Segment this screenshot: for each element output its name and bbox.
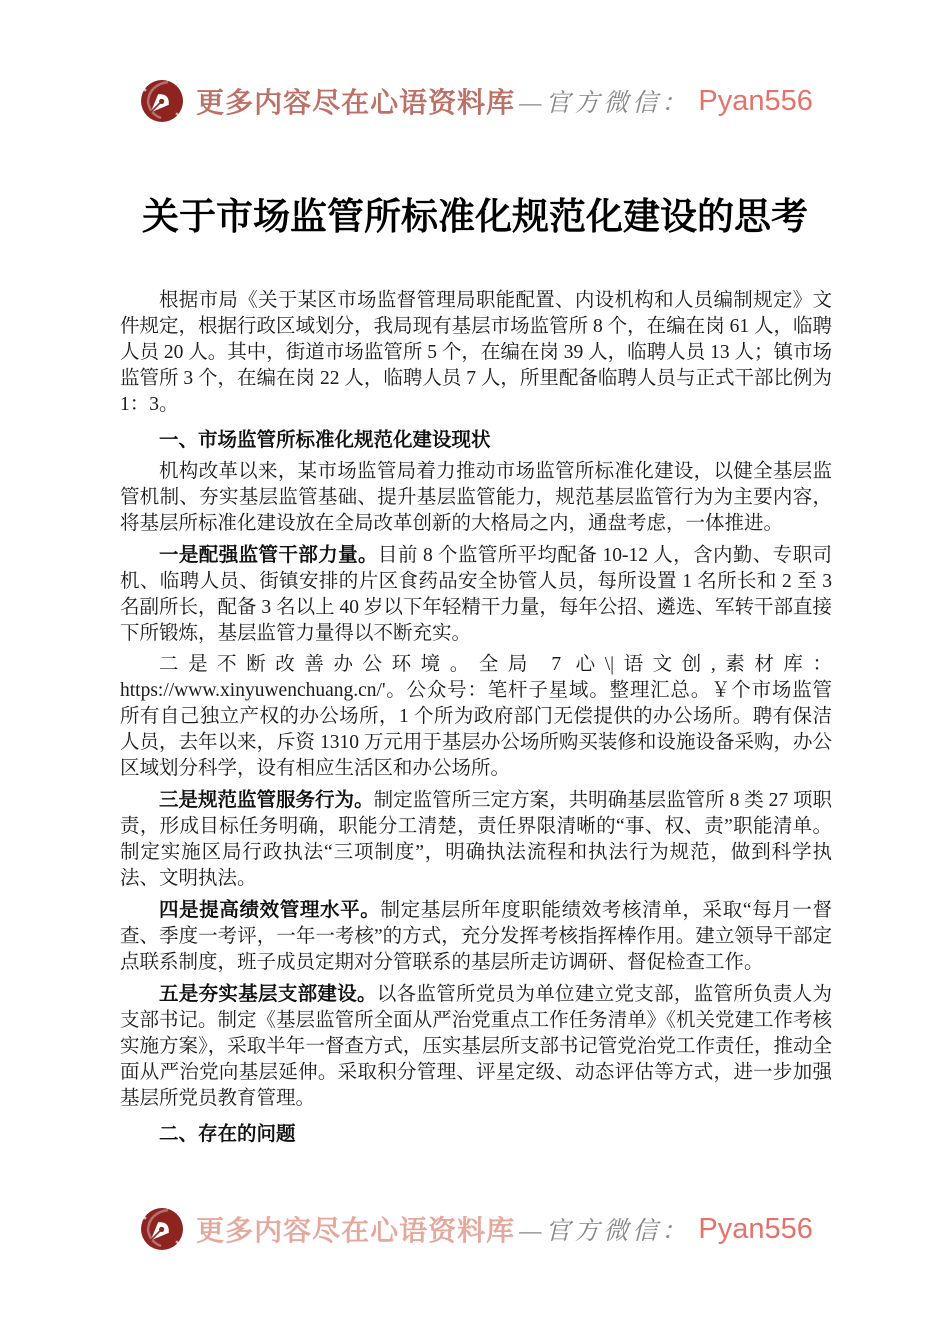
- watermark-wechat-id: Pyan556: [698, 1212, 813, 1245]
- watermark-separator-text: —官方微信：: [519, 90, 691, 117]
- paragraph-point-3: [120, 787, 832, 892]
- section-heading-2: 二、存在的问题: [159, 1123, 296, 1145]
- header-watermark: [0, 76, 950, 126]
- point-5-text: 以各监管所党员为单位建立党支部，监管所负责人为支部书记。制定《基层监管所全面从严治党重点工作任务清单》《机关党建工作考核实施方案》，采取半年一督查方式，压实基层所支部书记管党治党工作责任，推动全面从严治党向基层延伸。采取积分管理、评星定级、动态评估等方式，进一步加强基层所党员教育管理。: [120, 984, 832, 1109]
- point-4-lead: 四是提高绩效管理水平。: [159, 899, 381, 921]
- point-1-lead: 一是配强监管干部力量。: [159, 544, 378, 566]
- document-body: [120, 288, 832, 1153]
- watermark-separator-text: —官方微信：: [519, 1218, 691, 1245]
- pen-nib-logo-icon: [137, 1204, 187, 1254]
- section-heading-1: 一、市场监管所标准化规范化建设现状: [159, 429, 491, 451]
- paragraph-section1-overview: 机构改革以来，某市场监管局着力推动市场监管所标准化建设，以健全基层监管机制、夯实基层监管基础、提升基层监管能力，规范基层监管行为为主要内容，将基层所标准化建设放在全局改革创新的大格局之内，通盘考虑，一体推进。: [120, 461, 832, 534]
- point-3-lead: 三是规范监管服务行为。: [159, 789, 374, 811]
- paragraph-point-1: [120, 542, 832, 647]
- point-1-text: 目前 8 个监管所平均配备 10-12 人，含内勤、专职司机、临聘人员、街镇安排的片区食药品安全协管人员，每所设置 1 名所长和 2 至 3 名副所长，配备 3 名以上 40 岁以下年轻精干力量，每年公招、遴选、军转干部直接下所锻炼，基层监管力量得以不断充实。: [120, 545, 832, 644]
- paragraph-intro: 根据市局《关于某区市场监督管理局职能配置、内设机构和人员编制规定》文件规定，根据行政区域划分，我局现有基层市场监管所 8 个，在编在岗 61 人，临聘人员 20 人。其中，街道市场监管所 5 个，在编在岗 39 人，临聘人员 13 人；镇市场监管所 3 个，在编在岗 22 人，临聘人员 7 人，所里配备临聘人员与正式干部比例为 1：3。: [120, 290, 832, 415]
- paragraph-point-5: [120, 981, 832, 1112]
- watermark-wechat-id: Pyan556: [698, 84, 813, 117]
- page-title: 关于市场监管所标准化规范化建设的思考: [142, 197, 808, 238]
- paragraph-point-2: [120, 652, 832, 782]
- point-5-lead: 五是夯实基层支部建设。: [159, 983, 377, 1005]
- paragraph-point-4: [120, 897, 832, 976]
- pen-nib-logo-icon: [137, 76, 187, 126]
- footer-watermark: [0, 1204, 950, 1254]
- point-2-text: 二是不断改善办公环境。全局 7 心\|语文创,素材库：https://www.xinyuwenchuang.cn/'。公众号：笔杆子星域。整理汇总。￥个市场监管所有自己独立产权的办公场所，1 个所为政府部门无偿提供的办公场所。聘有保洁人员，去年以来，斥资 1310 万元用于基层办公场所购买装修和设施设备采购，办公区域划分科学，设有相应生活区和办公场所。: [120, 654, 832, 779]
- watermark-brand-text: 更多内容尽在心语资料库: [196, 88, 516, 119]
- watermark-brand-text: 更多内容尽在心语资料库: [196, 1216, 516, 1247]
- point-3-text: 制定监管所三定方案，共明确基层监管所 8 类 27 项职责，形成目标任务明确，职能分工清楚，责任界限清晰的“事、权、责”职能清单。制定实施区局行政执法“三项制度”，明确执法流程和执法行为规范，做到科学执法、文明执法。: [120, 790, 832, 889]
- point-4-text: 制定基层所年度职能绩效考核清单，采取“每月一督查、季度一考评，一年一考核”的方式，充分发挥考核指挥棒作用。建立领导干部定点联系制度，班子成员定期对分管联系的基层所走访调研、督促检查工作。: [120, 900, 832, 973]
